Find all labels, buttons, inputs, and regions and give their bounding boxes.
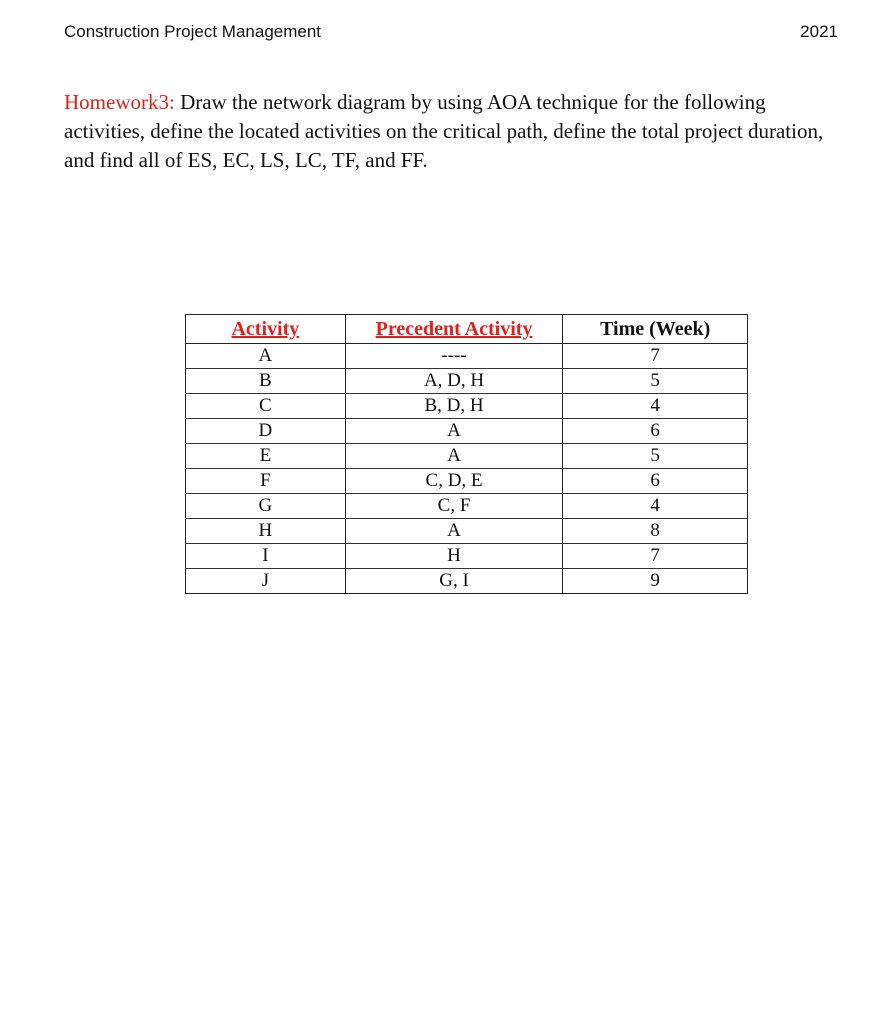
cell-time: 4	[563, 394, 748, 419]
table-row	[186, 544, 748, 569]
cell-time: 5	[563, 444, 748, 469]
cell-activity: F	[186, 469, 346, 494]
cell-precedent: C, F	[345, 494, 563, 519]
cell-precedent: B, D, H	[345, 394, 563, 419]
table-row	[186, 519, 748, 544]
cell-activity: C	[186, 394, 346, 419]
cell-time: 9	[563, 569, 748, 594]
homework-instructions	[64, 88, 834, 175]
homework-text: Draw the network diagram by using AOA technique for the following activities, define the located activities on the critical path, define the total project duration, and find all of ES, EC, LS, LC, TF, and FF.	[64, 90, 824, 172]
table-header-row	[186, 315, 748, 344]
cell-time: 6	[563, 469, 748, 494]
cell-activity: E	[186, 444, 346, 469]
cell-activity: I	[186, 544, 346, 569]
cell-precedent: G, I	[345, 569, 563, 594]
table-body	[186, 344, 748, 594]
table-row	[186, 419, 748, 444]
cell-precedent: A	[345, 519, 563, 544]
cell-time: 6	[563, 419, 748, 444]
header-precedent-activity	[345, 315, 563, 344]
table-row	[186, 444, 748, 469]
table-row	[186, 469, 748, 494]
cell-activity: D	[186, 419, 346, 444]
table-row	[186, 344, 748, 369]
activity-table	[185, 314, 748, 594]
table-row	[186, 369, 748, 394]
header-time: Time (Week)	[563, 315, 748, 344]
table-row	[186, 394, 748, 419]
cell-precedent: A	[345, 444, 563, 469]
cell-activity: A	[186, 344, 346, 369]
header-activity	[186, 315, 346, 344]
cell-precedent: ----	[345, 344, 563, 369]
cell-precedent: H	[345, 544, 563, 569]
cell-activity: J	[186, 569, 346, 594]
cell-time: 4	[563, 494, 748, 519]
table-row	[186, 569, 748, 594]
cell-precedent: A	[345, 419, 563, 444]
table-row	[186, 494, 748, 519]
header-activity-label: Activity	[231, 318, 300, 340]
cell-activity: G	[186, 494, 346, 519]
cell-time: 7	[563, 344, 748, 369]
header-course-title: Construction Project Management	[64, 22, 322, 41]
cell-activity: B	[186, 369, 346, 394]
cell-time: 7	[563, 544, 748, 569]
cell-precedent: A, D, H	[345, 369, 563, 394]
cell-time: 5	[563, 369, 748, 394]
header-precedent-label: Precedent Activity	[375, 318, 533, 340]
cell-time: 8	[563, 519, 748, 544]
cell-precedent: C, D, E	[345, 469, 563, 494]
cell-activity: H	[186, 519, 346, 544]
homework-label: Homework3:	[64, 90, 175, 114]
header-year: 2021	[800, 22, 838, 41]
